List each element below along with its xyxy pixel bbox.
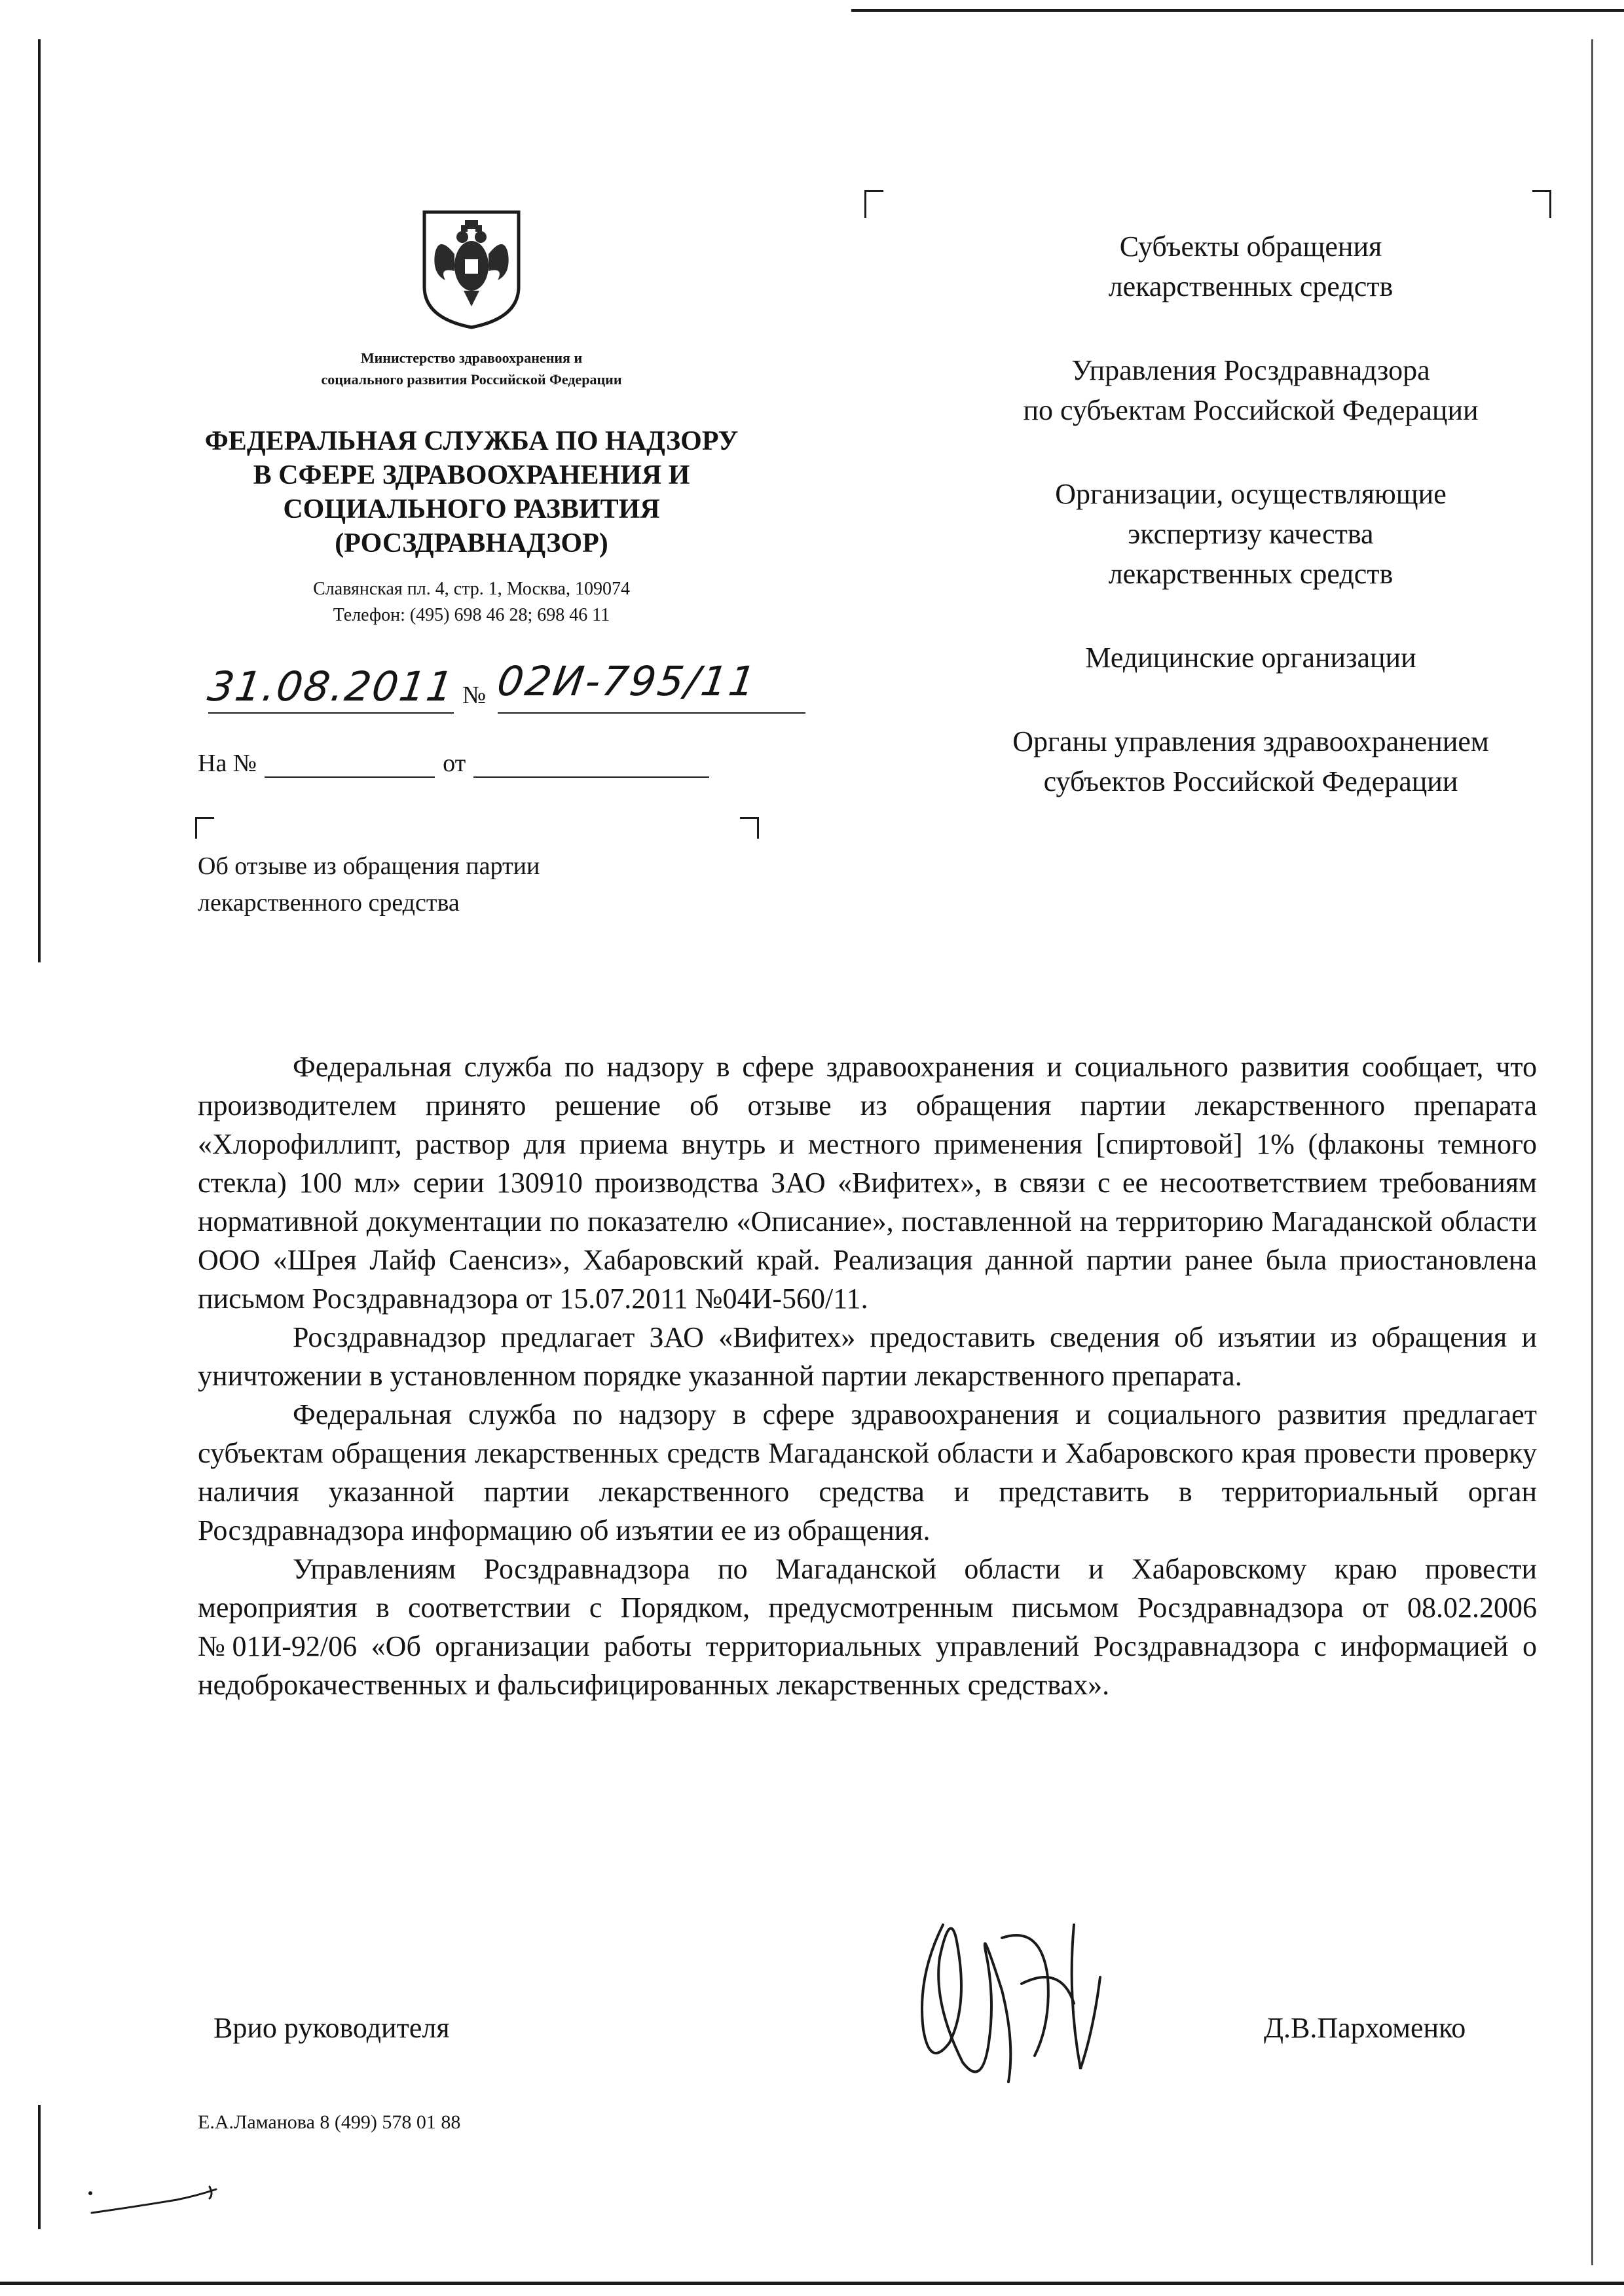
reference-date-blank [473, 753, 709, 778]
scan-border-left-lower [38, 2105, 41, 2229]
reference-row [198, 749, 717, 778]
coat-of-arms-icon [419, 208, 524, 330]
reference-number-blank [265, 753, 435, 778]
addressee-bracket-right [1532, 190, 1551, 218]
date-underline [208, 712, 454, 714]
subject-bracket-right [740, 817, 759, 839]
registration-number: 02И-795/11 [494, 657, 760, 705]
signatory-title: Врио руководителя [213, 2012, 450, 2044]
margin-scribble [85, 2180, 236, 2219]
addressee-entry: Субъекты обращения лекарственных средств [1108, 230, 1393, 302]
letter-subject: Об отзыве из обращения партии лекарственного средства [198, 852, 540, 917]
body-paragraph: Федеральная служба по надзору в сфере здравоохранения и социального развития предлагает субъектам обращения лекарственных средств Магаданской области и Хабаровского края провести проверку наличия указанной партии лекарственного средства и представить в территориальный орган Росздравнадзора информацию об изъятии ее из обращения. [198, 1398, 1537, 1546]
executor-contact: Е.А.Ламанова 8 (499) 578 01 88 [198, 2111, 461, 2133]
service-address: Славянская пл. 4, стр. 1, Москва, 109074 Телефон: (495) 698 46 28; 698 46 11 [313, 579, 630, 625]
on-no-label: На № [198, 750, 257, 777]
handwritten-signature [904, 1899, 1113, 2102]
body-paragraph: Федеральная служба по надзору в сфере здравоохранения и социального развития сообщает, что производителем принято решение об отзыве из обращения партии лекарственного препарата «Хлорофиллипт, раствор для приема внутрь и местного применения [спиртовой] 1% (флаконы темного стекла) 100 мл» серии 130910 производства ЗАО «Вифитех», в связи с ее несоответствием требованиям нормативной документации по показателю «Описание», поставленной на территорию Магаданской области ООО «Шрея Лайф Саенсиз», Хабаровский край. Реализация данной партии ранее была приостановлена письмом Росздравнадзора от 15.07.2011 №04И-560/11. [198, 1051, 1537, 1315]
ministry-name: Министерство здравоохранения и социального развития Российской Федерации [321, 350, 622, 388]
subject-bracket-left [195, 817, 214, 839]
addressee-entry: Органы управления здравоохранением субъектов Российской Федерации [1012, 725, 1489, 797]
from-label: от [443, 750, 466, 777]
scan-border-left [38, 39, 41, 962]
body-paragraph: Росздравнадзор предлагает ЗАО «Вифитех» предоставить сведения об изъятии из обращения и уничтожении в установленном порядке указанной партии лекарственного препарата. [198, 1321, 1537, 1392]
scan-border-top [851, 9, 1624, 12]
addressee-entry: Управления Росздравнадзора по субъектам Российской Федерации [1023, 354, 1479, 426]
letter-body [198, 1048, 1537, 1704]
scan-border-right [1591, 39, 1593, 2265]
addressee-list [917, 227, 1585, 845]
number-underline [498, 712, 805, 714]
body-paragraph: Управлениям Росздравнадзора по Магаданской области и Хабаровскому краю провести мероприятия в соответствии с Порядком, предусмотренным письмом Росздравнадзора от 08.02.2006 №01И-92/06 «Об организации работы территориальных управлений Росздравнадзора с информацией о недоброкачественных и фальсифицированных лекарственных средствах». [198, 1553, 1537, 1701]
addressee-entry: Организации, осуществляющие экспертизу качества лекарственных средств [1055, 478, 1447, 590]
registration-number-sign: № [462, 682, 487, 709]
registration-date: 31.08.2011 [204, 663, 458, 710]
service-name: ФЕДЕРАЛЬНАЯ СЛУЖБА ПО НАДЗОРУ В СФЕРЕ ЗДРАВООХРАНЕНИЯ И СОЦИАЛЬНОГО РАЗВИТИЯ (РОСЗДРАВНАДЗОР) [204, 426, 739, 558]
addressee-bracket-left [864, 190, 883, 218]
signatory-name: Д.В.Пархоменко [1264, 2012, 1466, 2044]
addressee-entry: Медицинские организации [1085, 642, 1416, 674]
scan-border-bottom [0, 2282, 1624, 2285]
